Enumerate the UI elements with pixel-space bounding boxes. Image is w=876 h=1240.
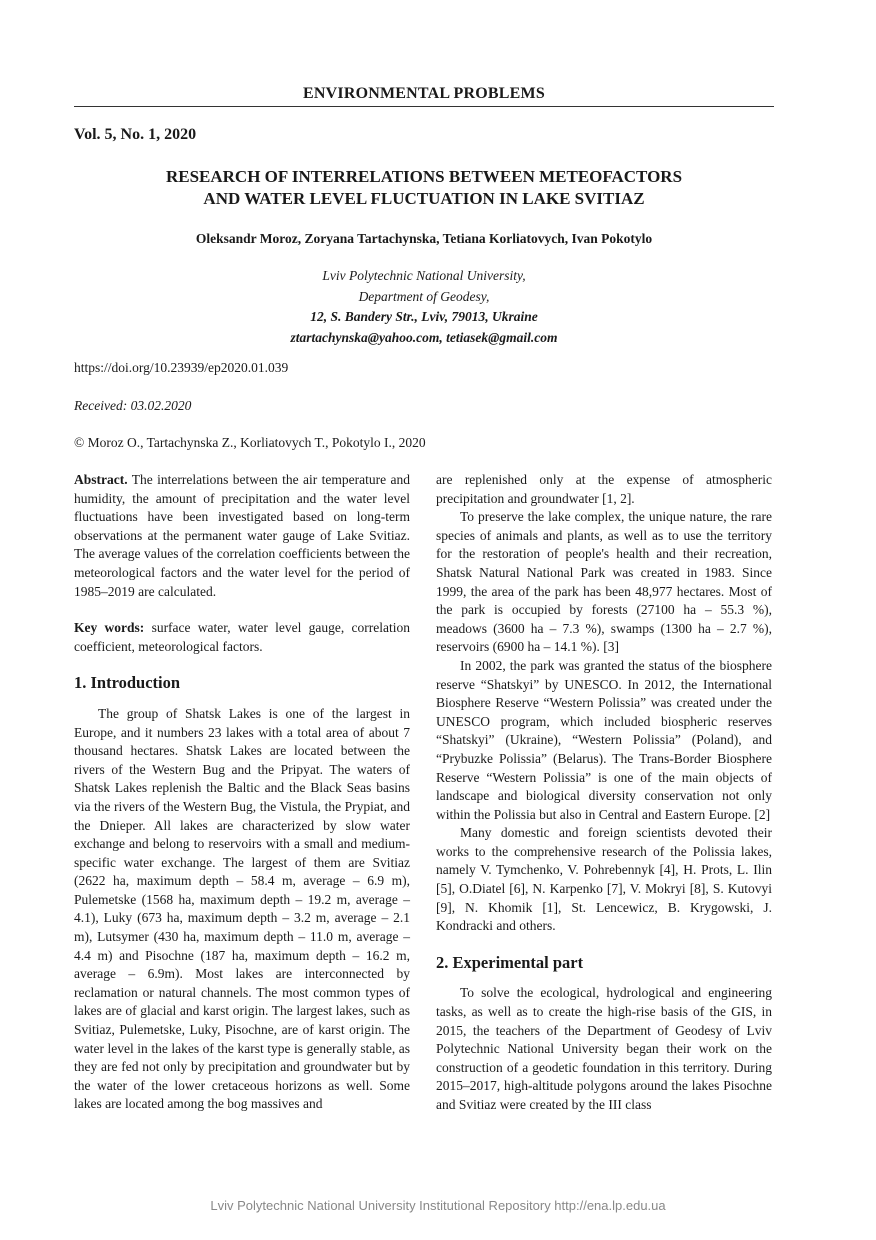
journal-header: ENVIRONMENTAL PROBLEMS bbox=[303, 85, 545, 102]
affiliation bbox=[74, 266, 774, 348]
experimental-paragraph-1: To solve the ecological, hydrological and engineering tasks, as well as to create the high-rise basis of the GIS, in 2015, the teachers of the Department of Geodesy of Lviv Polytechnic National University began their work on the construction of a geodetic foundation in this territory. During 2015–2017, high-altitude polygons around the lakes Pisochne and Svitiaz were created by the III class bbox=[436, 985, 772, 1112]
abstract-text: The interrelations between the air temperature and humidity, the amount of precipitation and the water level fluctuations have been investigated based on long-term observations at the permanent water gauge of Lake Svitiaz. The average values of the correlation coefficients between the meteorological factors and the water level for the period of 1985–2019 are calculated. bbox=[74, 472, 410, 599]
left-column bbox=[74, 471, 410, 1114]
keywords-text: surface water, water level gauge, correlation coefficient, meteorological factors. bbox=[74, 620, 411, 654]
paper-title bbox=[74, 166, 774, 210]
repository-footer: Lviv Polytechnic National University Institutional Repository http://ena.lp.edu.ua bbox=[210, 1198, 666, 1213]
affiliation-address: 12, S. Bandery Str., Lviv, 79013, Ukraine bbox=[310, 309, 538, 324]
volume-info: Vol. 5, No. 1, 2020 bbox=[74, 126, 197, 143]
copyright-notice: © Moroz O., Tartachynska Z., Korliatovych T., Pokotylo I., 2020 bbox=[74, 435, 426, 450]
title-line-1: RESEARCH OF INTERRELATIONS BETWEEN METEOFACTORS bbox=[165, 167, 683, 186]
header-rule bbox=[74, 106, 774, 107]
intro-paragraph-4: Many domestic and foreign scientists devoted their works to the comprehensive research of the Polissia lakes, namely V. Tymchenko, V. Pohrebennyk [4], H. Prots, L. Ilin [5], O.Diatel [6], N. Karpenko [7], V. Mokryi [8], S. Kutovyi [9], N. Khomik [1], St. Lencewicz, B. Krygowski, J. Kondracki and others. bbox=[436, 825, 772, 934]
author-list: Oleksandr Moroz, Zoryana Tartachynska, Tetiana Korliatovych, Ivan Pokotylo bbox=[195, 231, 653, 246]
right-column bbox=[436, 471, 772, 1115]
intro-paragraph-1: The group of Shatsk Lakes is one of the largest in Europe, and it numbers 23 lakes with a total area of about 7 thousand hectares. Shatsk Lakes are located between the rivers of the Western Bug and the Pripyat. The waters of Shatsk Lakes replenish the Baltic and the Black Seas basins via the rivers of the Western Bug, the Vistula, the Prypiat, and the Dnieper. All lakes are characterized by slow water exchange and belong to reservoirs with a small and medium-specific water exchange. The largest of them are Svitiaz (2622 ha, maximum depth – 58.4 m, average – 6.9 m), Pulemetske (1568 ha, maximum depth – 19.2 m, average – 4.1), Luky (673 ha, maximum depth – 3.2 m, average – 2.1 m), Lutsymer (430 ha, maximum depth – 11.0 m, average – 4.4 m) and Pisochne (187 ha, maximum depth – 16.2 m, average – 6.9m). Most lakes are interconnected by reclamation or natural channels. The most common types of lakes are of glacial and karst origin. The largest lakes, such as Svitiaz, Pulemetske, Luky, Pisochne, are of karst origin. The water level in the lakes of the karst type is generally stable, as they are fed not only by precipitation and groundwater but by the water of the lower cretaceous horizons as well. Some lakes are located among the bog massives and bbox=[74, 705, 410, 1112]
keywords bbox=[74, 619, 410, 656]
received-date: Received: 03.02.2020 bbox=[74, 398, 192, 413]
doi-link[interactable]: https://doi.org/10.23939/ep2020.01.039 bbox=[74, 360, 289, 375]
intro-paragraph-1-continued: are replenished only at the expense of atmospheric precipitation and groundwater [1, 2]. bbox=[436, 472, 772, 506]
title-line-2: AND WATER LEVEL FLUCTUATION IN LAKE SVITIAZ bbox=[203, 189, 645, 208]
affiliation-emails: ztartachynska@yahoo.com, tetiasek@gmail.com bbox=[290, 329, 558, 345]
abstract bbox=[74, 471, 410, 601]
abstract-label: Abstract. bbox=[74, 472, 128, 487]
intro-paragraph-3: In 2002, the park was granted the status of the biosphere reserve “Shatskyi” by UNESCO. In 2012, the International Biosphere Reserve “Western Polissia” was created under the UNESCO program, which included biospheric reserves “Shatskyi” (Ukraine), “Western Polissia” (Poland), and “Prybuzke Polissia” (Belarus). The Trans-Border Biosphere Reserve “Western Polissia” is one of the main objects of landscape and biological diversity conservation not only within the Polissia but also in Central and Eastern Europe. [2] bbox=[436, 657, 772, 822]
section-heading-experimental: 2. Experimental part bbox=[436, 952, 584, 972]
section-heading-introduction: 1. Introduction bbox=[74, 673, 181, 693]
keywords-label: Key words: bbox=[74, 620, 145, 636]
affiliation-department: Department of Geodesy, bbox=[358, 288, 490, 304]
intro-paragraph-2: To preserve the lake complex, the unique nature, the rare species of animals and plants, as well as to use the territory for the restoration of people's health and their recreation, Shatsk Natural National Park was created in 1983. Since 1999, the area of the park has been 48,977 hectares. Most of the park is occupied by forests (27100 ha – 55.3 %), meadows (3600 ha – 7.3 %), swamps (1300 ha – 2.7 %), reservoirs (6900 ha – 14.1 %). [3] bbox=[436, 509, 772, 655]
affiliation-university: Lviv Polytechnic National University, bbox=[322, 268, 526, 283]
